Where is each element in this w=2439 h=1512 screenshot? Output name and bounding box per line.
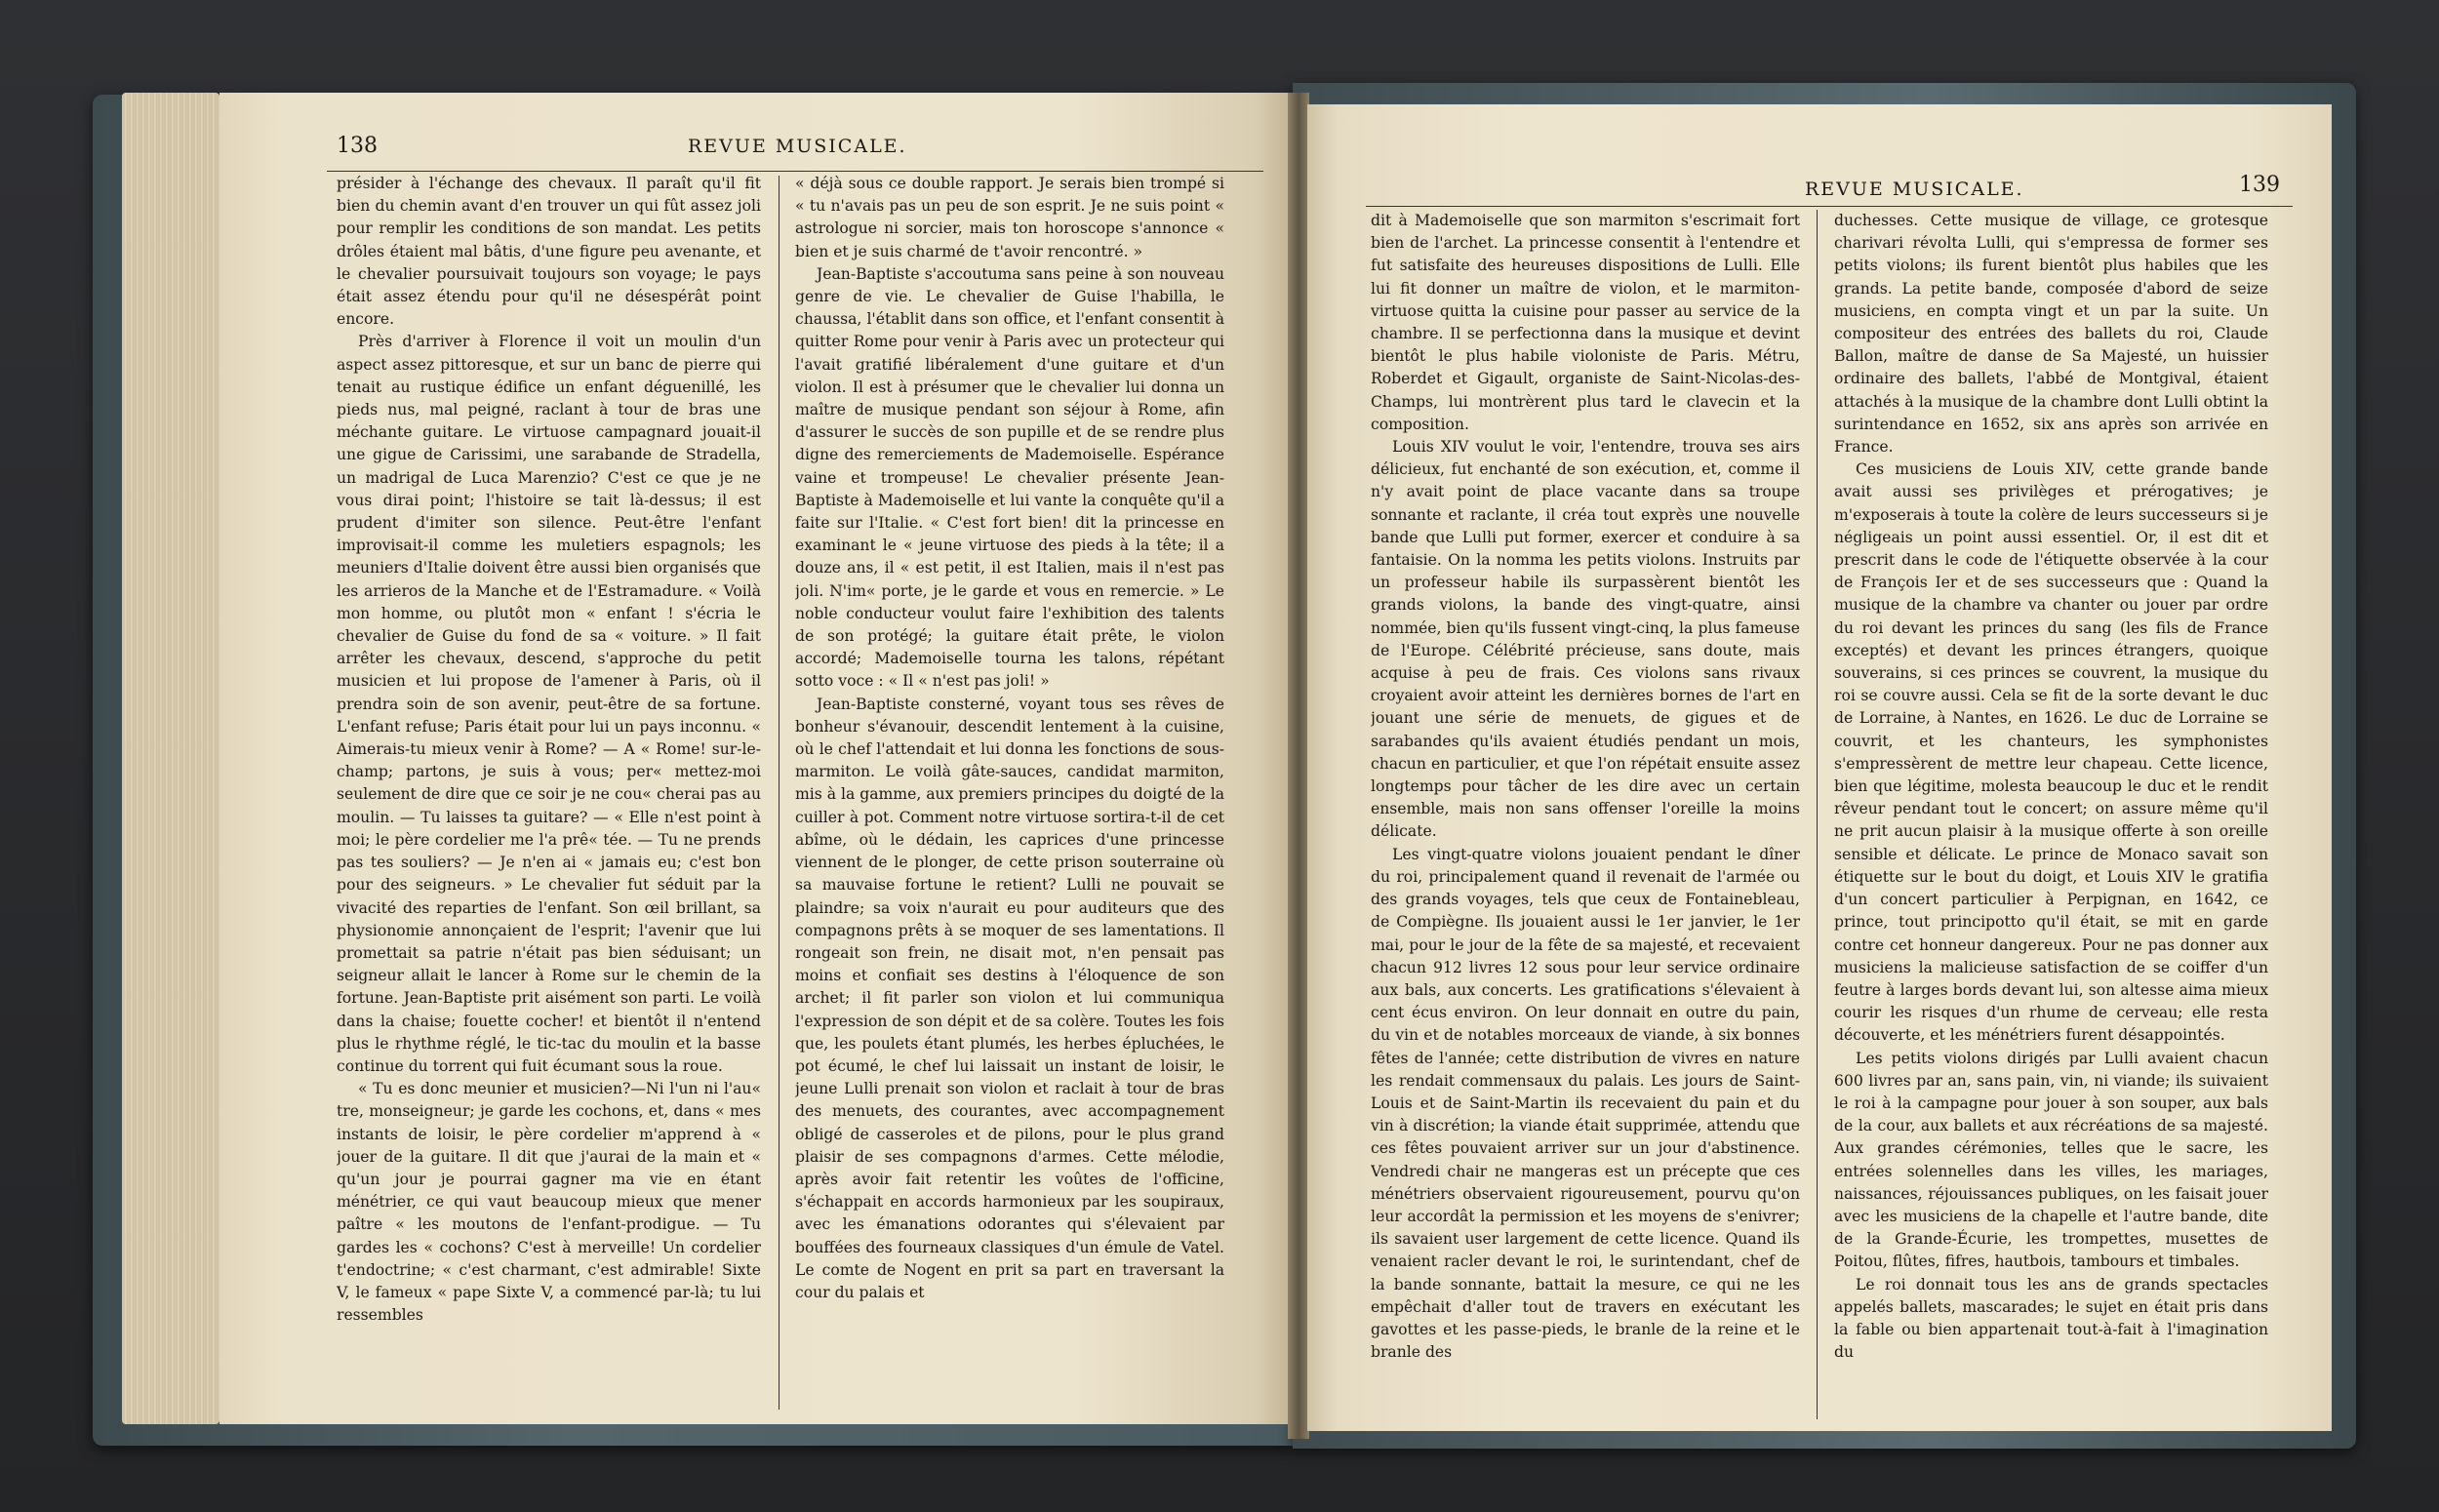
left-running-header: REVUE MUSICALE. (688, 136, 907, 157)
paragraph: Les vingt-quatre violons jouaient pendant le dîner du roi, principalement quand il revenait de l'armée ou des grands voyages, tels que ceux de Fontainebleau, de Compiègne. Ils jouaient aussi le 1er janvier, le 1er mai, pour le jour de la fête de sa majesté, et recevaient chacun 912 livres 12 sous pour leur service ordinaire aux bals, aux concerts. Les gratifications s'élevaient à cent écus environ. On leur donnait en outre du pain, du vin et de notables morceaux de viande, à six bonnes fêtes de l'année; cette distribution de vivres en nature les rendait commensaux du palais. Les jours de Saint-Louis et de Saint-Martin ils recevaient du pain et du vin à discrétion; la viande était supprimée, attendu que ces fêtes pouvaient arriver sur un jour d'abstinence. Vendredi chair ne mangeras est un précepte que ces ménétriers observaient rigoureusement, pourvu qu'on leur accordât la permission et les moyens de s'enivrer; ils savaient user largement de cette licence. Quand ils venaient racler devant le roi, le surintendant, chef de la bande sonnante, battait la mesure, ce qui ne les empêchait d'aller tout de travers en exécutant les gavottes et les passe-pieds, le branle de la reine et le branle des (1371, 845, 1800, 1362)
paragraph: Louis XIV voulut le voir, l'entendre, trouva ses airs délicieux, fut enchanté de son exécution, et, comme il n'y avait point de place vacante dans sa troupe sonnante et raclante, il créa tout exprès une nouvelle bande que Lulli put former, exercer et conduire à sa fantaisie. On la nomma les petits violons. Instruits par un professeur habile ils surpassèrent bientôt les grands violons, la bande des vingt-quatre, ainsi nommée, bien qu'ils fussent vingt-cinq, la plus fameuse de l'Europe. Célébrité précieuse, sans doute, mais acquise à peu de frais. Ces violons sans rivaux croyaient avoir atteint les dernières bornes de l'art en jouant une série de menuets, de gigues et de sarabandes qu'ils avaient étudiés pendant un mois, chacun en particulier, et que l'on répétait ensuite assez longtemps pour tâcher de les dire avec un certain ensemble, mais non sans offenser l'oreille la moins délicate. (1371, 438, 1800, 841)
paragraph: Les petits violons dirigés par Lulli avaient chacun 600 livres par an, sans pain, vin, ni viande; ils suivaient le roi à la campagne pour jouer à son souper, aux bals de la cour, aux ballets et aux récréations de sa majesté. Aux grandes cérémonies, telles que le sacre, les entrées solennelles dans les villes, les mariages, naissances, réjouissances publiques, on les faisait jouer avec les musiciens de la chapelle et l'autre bande, dite de la Grande-Écurie, les trompettes, musettes de Poitou, flûtes, fifres, hautbois, tambours et timbales. (1834, 1049, 2268, 1271)
book-gutter (1288, 93, 1309, 1439)
left-column-rule (779, 176, 780, 1410)
right-page-number: 139 (2239, 173, 2280, 197)
right-header-rule (1366, 206, 2293, 207)
paragraph: « déjà sous ce double rapport. Je serais bien trompé si « tu n'avais pas un peu de son esprit. Je ne suis point « astrologue ni sorcier, mais ton horoscope s'annonce « bien et je suis charmé de t'avoir rencontré. » (795, 175, 1224, 260)
left-page (220, 93, 1288, 1424)
open-book (93, 83, 2356, 1453)
right-column-1 (1371, 210, 1800, 1419)
right-column-2 (1834, 210, 2268, 1419)
left-column-1 (337, 173, 761, 1412)
right-page (1307, 104, 2332, 1431)
paragraph: Jean-Baptiste consterné, voyant tous ses rêves de bonheur s'évanouir, descendit lentement à la cuisine, où le chef l'attendait et lui donna les fonctions de sous-marmiton. Le voilà gâte-sauces, candidat marmiton, mis à la gamme, aux premiers principes du doigté de la cuiller à pot. Comment notre virtuose sortira-t-il de cet abîme, où le dédain, les caprices d'une princesse viennent de le plonger, de cette prison souterraine où sa mauvaise fortune le retient? Lulli ne pouvait se plaindre; sa voix n'aurait eu pour auditeurs que des compagnons prêts à se moquer de ses lamentations. Il rongeait son frein, ne disait mot, n'en pensait pas moins et confiait ses destins à l'éloquence de son archet; il fit parler son violon et lui communiqua l'expression de son dépit et de sa colère. Toutes les fois que, les poulets étant plumés, les herbes épluchées, le pot écumé, le chef lui laissait un instant de loisir, le jeune Lulli prenait son violon et raclait à tour de bras des menuets, des courantes, avec accompagnement obligé de casseroles et de pilons, pour le plus grand plaisir de ses compagnons d'armes. Cette mélodie, après avoir fait retentir les voûtes de l'officine, s'échappait en accords harmonieux par les soupiraux, avec les émanations odorantes qui s'élevaient par bouffées des fourneaux classiques d'un émule de Vatel. Le comte de Nogent en prit sa part en traversant la cour du palais et (795, 695, 1224, 1301)
paragraph: présider à l'échange des chevaux. Il paraît qu'il fit bien du chemin avant d'en trouver un qui fût assez joli pour remplir les conditions de son mandat. Les petits drôles étaient mal bâtis, d'une figure peu avenante, et le chevalier poursuivait toujours son voyage; le pays était assez étendu pour qu'il ne désespérât point encore. (337, 175, 761, 329)
paragraph: Ces musiciens de Louis XIV, cette grande bande avait aussi ses privilèges et prérogatives; je m'exposerais à toute la colère de leurs successeurs si je négligeais un point aussi essentiel. Or, il est dit et prescrit dans le code de l'étiquette observée à la cour de François Ier et de ses successeurs que : Quand la musique de la chambre va chanter ou jouer par ordre du roi devant les princes du sang (les fils de France exceptés) et devant les princes étrangers, quoique souverains, si ces princes se couvrent, la musique du roi se couvre aussi. Cela se fit de la sorte devant le duc de Lorraine, à Nantes, en 1626. Le duc de Lorraine se couvrit, et les chanteurs, les symphonistes s'empressèrent de mettre leur chapeau. Cette licence, bien que légitime, molesta beaucoup le duc et le rendit rêveur pendant tout le concert; on assure même qu'il ne prit aucun plaisir à la musique offerte à son oreille sensible et délicate. Le prince de Monaco savait son étiquette sur le bout du doigt, et Louis XIV le gratifia d'un concert particulier à Perpignan, en 1642, ce prince, tout principotto qu'il était, se mit en garde contre cet honneur dangereux. Pour ne pas donner aux musiciens la malicieuse satisfaction de se coiffer d'un feutre à larges bords devant lui, son altesse aima mieux courir les risques d'un rhume de cerveau; elle resta découverte, et les ménétriers furent désappointés. (1834, 460, 2268, 1045)
paragraph: duchesses. Cette musique de village, ce grotesque charivari révolta Lulli, qui s'empressa de former ses petits violons; ils furent bientôt plus habiles que les grands. La petite bande, composée d'abord de seize musiciens, en compta vingt et un par la suite. Un compositeur des entrées des ballets du roi, Claude Ballon, maître de danse de Sa Majesté, un huissier ordinaire des ballets, l'abbé de Montgival, étaient attachés à la musique de la chambre dont Lulli obtint la surintendance en 1652, six ans après son arrivée en France. (1834, 212, 2268, 457)
paragraph: Jean-Baptiste s'accoutuma sans peine à son nouveau genre de vie. Le chevalier de Guise l'habilla, le chaussa, l'établit dans son office, et l'enfant consentit à quitter Rome pour venir à Paris avec un protecteur qui l'avait gratifié libéralement d'une guitare et d'un violon. Il est à présumer que le chevalier lui donna un maître de musique pendant son séjour à Rome, afin d'assurer le succès de son pupille et de se rendre plus digne des remerciements de Mademoiselle. Espérance vaine et trompeuse! Le chevalier présente Jean-Baptiste à Mademoiselle et lui vante la conquête qu'il a faite sur l'Italie. « C'est fort bien! dit la princesse en examinant le « jeune virtuose des pieds à la tête; il a douze ans, il « est petit, il est Italien, mais il n'est pas joli. N'im« porte, je le garde et vous en remercie. » Le noble conducteur voulut faire l'exhibition des talents de son protégé; la guitare était prête, le violon accordé; Mademoiselle tourna les talons, répétant sotto voce : « Il « n'est pas joli! » (795, 264, 1224, 691)
left-header-rule (327, 171, 1263, 172)
paragraph: Près d'arriver à Florence il voit un moulin d'un aspect assez pittoresque, et sur un banc de pierre qui tenait au rustique édifice un enfant déguenillé, les pieds nus, mal peigné, raclant à tour de bras une méchante guitare. Le virtuose campagnard jouait-il une gigue de Carissimi, une sarabande de Stradella, un madrigal de Luca Marenzio? C'est ce que je ne vous dirai point; l'histoire se tait là-dessus; il est prudent d'imiter son silence. Peut-être l'enfant improvisait-il comme les muletiers espagnols; les meuniers d'Italie doivent être aussi bien organisés que les arrieros de la Manche et de l'Estramadure. « Voilà mon homme, ou plutôt mon « enfant ! s'écria le chevalier de Guise du fond de sa « voiture. » Il fait arrêter les chevaux, descend, s'approche du petit musicien et lui propose de l'amener à Paris, où il prendra soin de son avenir, peut-être de sa fortune. L'enfant refuse; Paris était pour lui un pays inconnu. « Aimerais-tu mieux venir à Rome? — A « Rome! sur-le-champ; partons, je suis à vous; per« mettez-moi seulement de dire que ce soir je ne cou« cherai pas au moulin. — Tu laisses ta guitare? — « Elle n'est point à moi; le père cordelier me l'a prê« tée. — Tu ne prends pas tes souliers? — Je n'en ai « jamais eu; c'est bon pour des seigneurs. » Le chevalier fut séduit par la vivacité des reparties de l'enfant. Son œil brillant, sa physionomie annonçaient de l'esprit; l'avenir que lui promettait sa patrie n'était pas bien séduisant; un seigneur allait le lancer à Rome sur le chemin de la fortune. Jean-Baptiste prit aisément son parti. Le voilà dans la chaise; fouette cocher! et bientôt il n'entend plus le rhythme réglé, le tic-tac du moulin et la basse continue du torrent qui fuit écumant sous la roue. (337, 333, 761, 1075)
left-column-2 (795, 173, 1224, 1412)
paragraph: Le roi donnait tous les ans de grands spectacles appelés ballets, mascarades; le sujet en était pris dans la fable ou bien appartenait tout-à-fait à l'imagination du (1834, 1275, 2268, 1362)
right-column-rule (1817, 210, 1818, 1419)
paragraph: « Tu es donc meunier et musicien?—Ni l'un ni l'au« tre, monseigneur; je garde les cochons, et, dans « mes instants de loisir, le père cordelier m'apprend à « jouer de la guitare. Il dit que j'aurai de la main et « qu'un jour je pourrai gagner ma vie en étant ménétrier, ce qui vaut beaucoup mieux que mener paître « les moutons de l'enfant-prodigue. — Tu gardes les « cochons? C'est à merveille! Un cordelier t'endoctrine; « c'est charmant, c'est admirable! Sixte V, le fameux « pape Sixte V, a commencé par-là; tu lui ressembles (337, 1080, 761, 1325)
right-running-header: REVUE MUSICALE. (1805, 179, 2024, 200)
paragraph: dit à Mademoiselle que son marmiton s'escrimait fort bien de l'archet. La princesse consentit à l'entendre et fut satisfaite des heureuses dispositions de Lulli. Elle lui fit donner un maître de violon, et le marmiton-virtuose quitta la cuisine pour passer au service de la chambre. Il se perfectionna dans la musique et devint bientôt le plus habile violoniste de Paris. Métru, Roberdet et Gigault, organiste de Saint-Nicolas-des-Champs, lui montrèrent plus tard le clavecin et la composition. (1371, 212, 1800, 433)
page-edges (122, 93, 220, 1424)
left-page-number: 138 (337, 134, 378, 158)
